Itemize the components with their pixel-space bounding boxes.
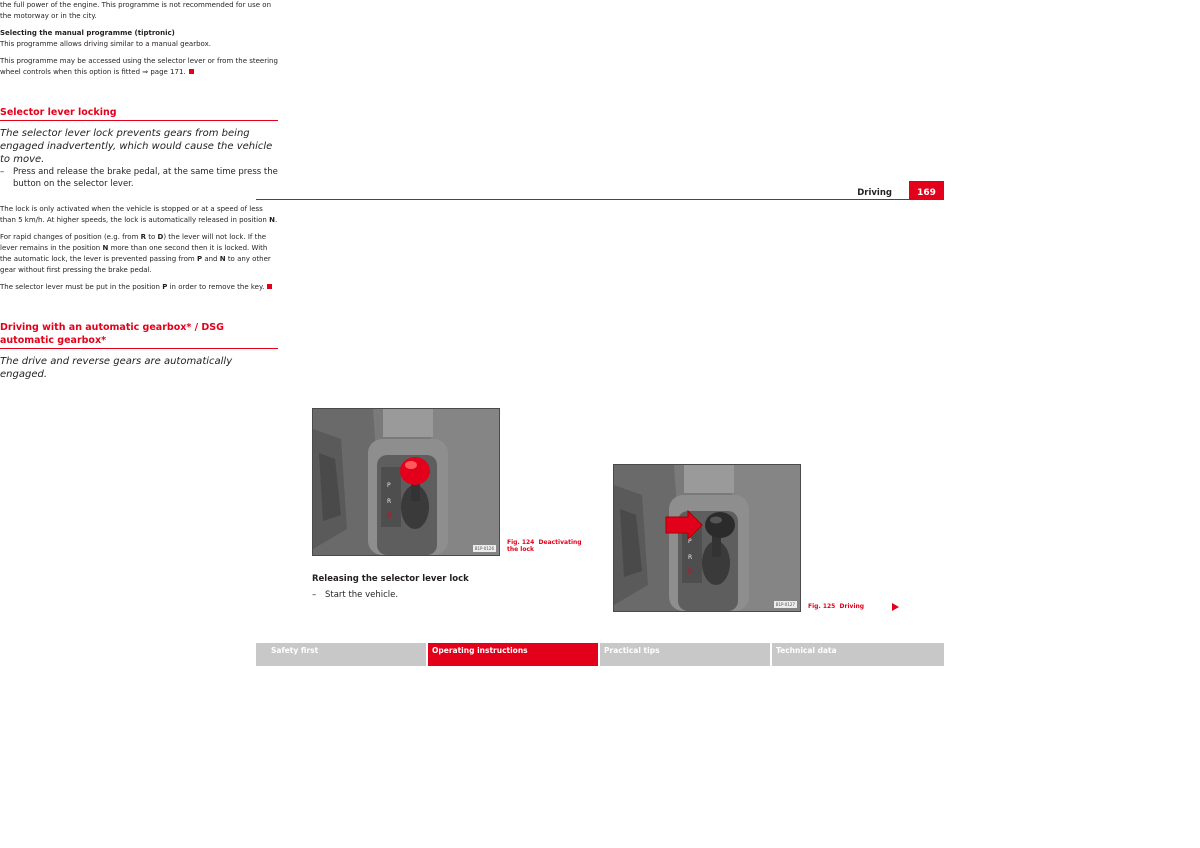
left-column xyxy=(0,0,278,166)
right-column xyxy=(0,166,278,381)
paragraph-access xyxy=(0,56,278,78)
position-n-3: N xyxy=(219,255,226,263)
svg-text:P: P xyxy=(688,538,692,545)
svg-text:R: R xyxy=(387,498,392,505)
paragraph-lock-activation: The lock is only activated when the vehicle is stopped or at a speed of less than 5 km/h. At higher speeds, the lock is automatically released in position N. xyxy=(0,205,278,224)
end-marker-icon xyxy=(189,69,194,74)
remove-key-text-b: in order to remove the key. xyxy=(169,283,265,291)
rapid-text-a: For rapid changes of position (e.g. from xyxy=(0,233,139,241)
position-p: P xyxy=(196,255,203,263)
paragraph-rapid-changes xyxy=(0,232,278,276)
figure-124-caption xyxy=(507,539,593,553)
paragraph-access-text: This programme may be accessed using the selector lever or from the steering wheel controls when this option is fitted ⇒ page 171. xyxy=(0,57,278,76)
position-d: D xyxy=(157,233,164,241)
paragraph-remove-key xyxy=(0,282,278,293)
figure-124-label: Fig. 124 xyxy=(507,539,535,546)
section-intro-automatic-gearbox: The drive and reverse gears are automatically engaged. xyxy=(0,356,233,380)
figure-124-photo xyxy=(312,408,500,556)
figure-125-code: B1P-0127 xyxy=(775,602,795,607)
lock-activation-text: The lock is only activated when the vehicle is stopped or at a speed of less than 5 km/h. At higher speeds, the lock is automatically released in position xyxy=(0,205,267,224)
tab-safety-first[interactable]: Safety first xyxy=(256,643,426,666)
tab-practical-tips[interactable]: Practical tips xyxy=(600,643,770,666)
figure-125-caption-text: Driving xyxy=(839,603,865,610)
rapid-to: to xyxy=(148,233,156,241)
svg-text:P: P xyxy=(387,482,391,489)
figure-125-photo xyxy=(613,464,801,612)
remove-key-text-a: The selector lever must be put in the position xyxy=(0,283,160,291)
header-section-title: Driving xyxy=(857,188,892,198)
header-rule xyxy=(256,199,944,200)
section-title-automatic-gearbox: Driving with an automatic gearbox* / DSG automatic gearbox* xyxy=(0,321,278,349)
figure-124-caption-text: Deactivating the lock xyxy=(507,539,582,553)
rapid-text-d: to any other gear without first pressing the brake pedal. xyxy=(0,255,271,274)
figure-125-caption xyxy=(808,603,888,610)
position-n: N xyxy=(269,216,275,224)
position-n-2: N xyxy=(102,244,109,252)
heading-manual-programme: Selecting the manual programme (tiptronic) xyxy=(0,29,175,37)
tab-operating-instructions[interactable]: Operating instructions xyxy=(428,643,598,666)
step-start-vehicle: – Start the vehicle. xyxy=(312,590,399,600)
page-number: 169 xyxy=(909,181,944,200)
paragraph-manual-gearbox: This programme allows driving similar to a manual gearbox. xyxy=(0,40,211,48)
rapid-text-b: ) the lever will not lock. If the lever remains in the position xyxy=(0,233,267,252)
rapid-text-c: more than one second then it is locked. With the automatic lock, the lever is prevented passing from xyxy=(0,244,268,263)
step-press-brake-text: Press and release the brake pedal, at the same time press the button on the selector lever. xyxy=(13,167,278,189)
tab-technical-data[interactable]: Technical data xyxy=(772,643,944,666)
figure-125-label: Fig. 125 xyxy=(808,603,836,610)
svg-text:R: R xyxy=(688,554,693,561)
step-press-brake: – Press and release the brake pedal, at the same time press the button on the selector lever. xyxy=(0,167,278,189)
paragraph-full-power: the full power of the engine. This programme is not recommended for use on the motorway or in the city. xyxy=(0,1,272,20)
figure-124-code: B1P-0126 xyxy=(474,546,494,551)
left-releasing xyxy=(312,573,590,601)
end-marker-icon xyxy=(267,284,272,289)
svg-text:D: D xyxy=(387,512,392,519)
step-start-vehicle-text: Start the vehicle. xyxy=(325,590,399,600)
section-intro-selector-lock: The selector lever lock prevents gears from being engaged inadvertently, which would cause the vehicle to move. xyxy=(0,128,273,165)
section-title-selector-lock: Selector lever locking xyxy=(0,106,278,121)
rapid-and: and xyxy=(204,255,218,263)
next-page-arrow-icon[interactable] xyxy=(892,603,899,611)
svg-text:D: D xyxy=(688,568,693,575)
heading-releasing-lock: Releasing the selector lever lock xyxy=(312,574,469,584)
position-r: R xyxy=(140,233,147,241)
position-p-2: P xyxy=(162,283,168,291)
